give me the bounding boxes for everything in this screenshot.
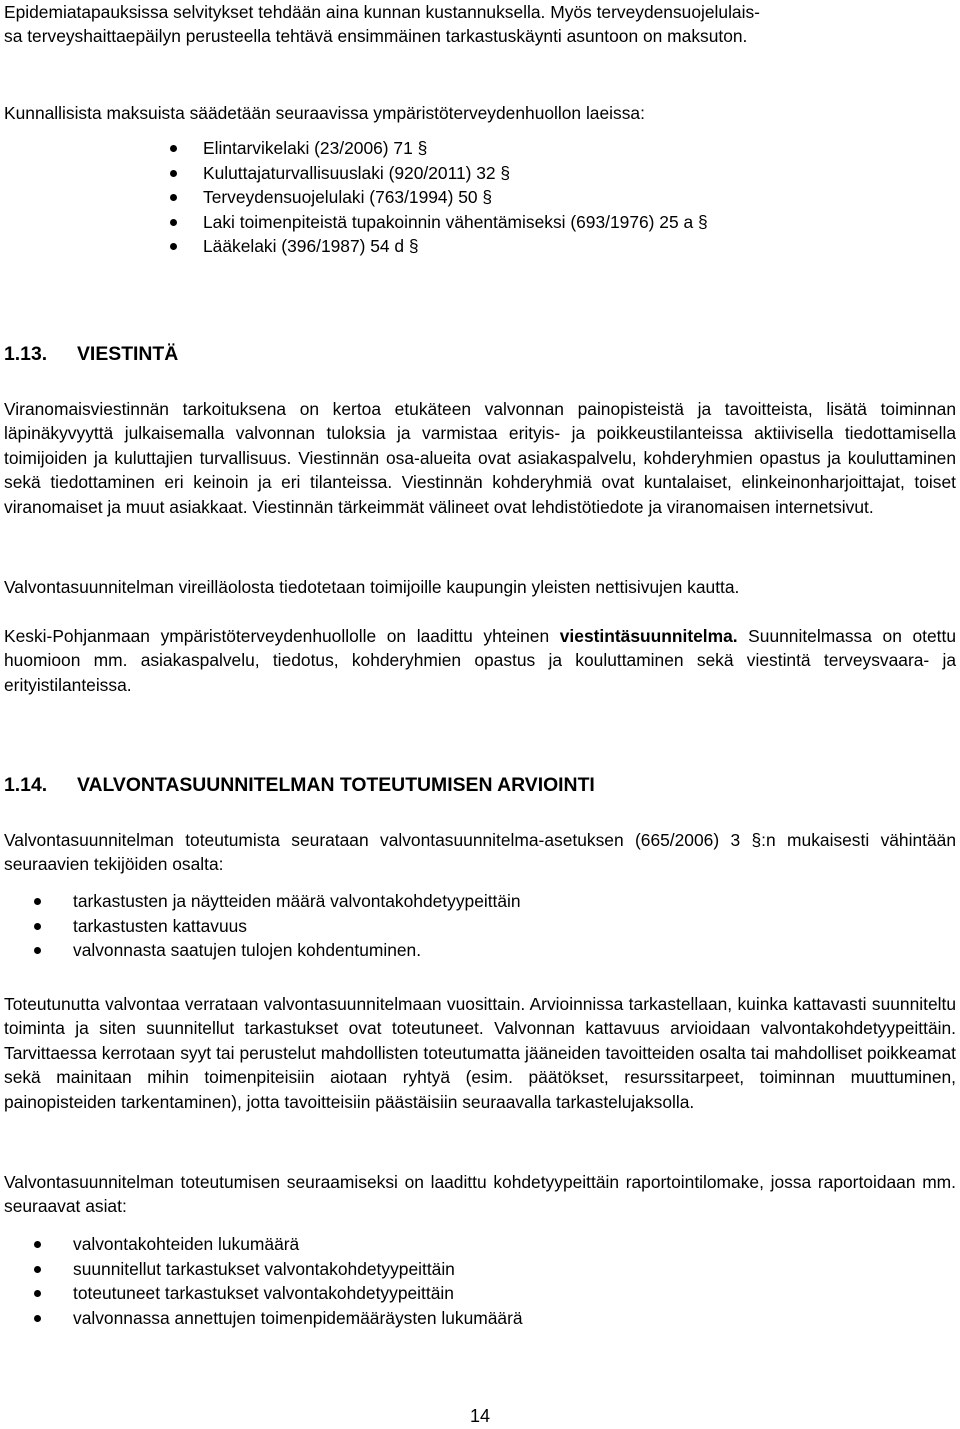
bullet-icon [170,145,177,152]
bullet-icon [170,170,177,177]
intro-line-1: Epidemiatapauksissa selvitykset tehdään aina kunnan kustannuksella. Myös terveydensuojelulais- [4,2,760,22]
bullet-icon [34,923,41,930]
fees-intro: Kunnallisista maksuista säädetään seuraavissa ympäristöterveydenhuollon laeissa: [4,103,645,123]
arviointi-paragraph-1: Valvontasuunnitelman toteutumista seurataan valvontasuunnitelma-asetuksen (665/2006) 3 §:n mukaisesti vähintään seuraavien tekijöiden osalta: [4,830,956,875]
bullet-icon [34,1241,41,1248]
list-item: suunnitellut tarkastukset valvontakohdetyypeittäin [4,1257,523,1282]
bullet-icon [34,1315,41,1322]
intro-line-2: sa terveyshaittaepäilyn perusteella tehtävä ensimmäinen tarkastuskäynti asuntoon on maksuton. [4,26,748,47]
list-item: Terveydensuojelulaki (763/1994) 50 § [164,185,708,210]
page-number: 14 [469,1406,491,1426]
list-item: valvonnasta saatujen tulojen kohdentuminen. [4,938,521,963]
list-item: tarkastusten ja näytteiden määrä valvontakohdetyypeittäin [4,889,521,914]
list-item: Elintarvikelaki (23/2006) 71 § [164,136,708,161]
list-item: valvontakohteiden lukumäärä [4,1232,523,1257]
bullet-icon [170,243,177,250]
bullet-icon [170,219,177,226]
bullet-icon [170,194,177,201]
bullet-icon [34,1266,41,1273]
arviointi-list-2 [4,1232,523,1330]
arviointi-paragraph-2: Toteutunutta valvontaa verrataan valvontasuunnitelmaan vuosittain. Arvioinnissa tarkastellaan, kuinka kattavasti suunniteltu toiminta ja siten suunnitellut tarkastukset ovat toteutuneet. Valvonnan kattavuus arvioidaan valvontakohdetyypeittäin. Tarvittaessa kerrotaan syyt tai perustelut mahdollisten toteutumatta jääneiden tavoitteiden osalta tai mahdolliset poikkeamat sekä mainitaan mihin toimenpiteisiin aiotaan ryhtyä (esim. päätökset, resurssitarpeet, toiminnan muuttuminen, painopisteiden tarkentaminen), jotta tavoitteisiin päästäisiin seuraavalla tarkastelujaksolla. [4,994,956,1112]
bullet-icon [34,1290,41,1297]
list-item: Laki toimenpiteistä tupakoinnin vähentämiseksi (693/1976) 25 a § [164,210,708,235]
list-item: Lääkelaki (396/1987) 54 d § [164,234,708,259]
section-heading-arviointi: 1.14. VALVONTASUUNNITELMAN TOTEUTUMISEN ARVIOINTI [4,774,595,796]
viestinta-paragraph-1: Viranomaisviestinnän tarkoituksena on kertoa etukäteen valvonnan painopisteistä ja tavoitteista, lisätä toiminnan läpinäkyvyyttä julkaisemalla valvonnan tuloksia ja varmistaa erityis- ja poikkeustilanteissa aktiivisella tiedottamisella toimijoiden ja kuluttajien turvallisuus. Viestinnän osa-alueita ovat asiakaspalvelu, kohderyhmien opastus ja kouluttaminen sekä tiedottaminen eri keinoin ja eri tilanteissa. Viestinnän kohderyhmiä ovat kuntalaiset, elinkeinonharjoittajat, toiset viranomaiset ja muut asiakkaat. Viestinnän tärkeimmät välineet ovat lehdistötiedote ja viranomaisen internetsivut. [4,399,956,517]
bullet-icon [34,898,41,905]
list-item: tarkastusten kattavuus [4,914,521,939]
list-item: valvonnassa annettujen toimenpidemääräysten lukumäärä [4,1306,523,1331]
arviointi-list-1 [4,889,521,963]
bullet-icon [34,947,41,954]
section-heading-viestinta: 1.13. VIESTINTÄ [4,343,179,365]
viestintasuunnitelma-emphasis: viestintäsuunnitelma. [559,626,738,646]
intro-paragraph [4,0,956,49]
laws-list [164,136,708,259]
arviointi-paragraph-3: Valvontasuunnitelman toteutumisen seuraamiseksi on laadittu kohdetyypeittäin raportointilomake, jossa raportoidaan mm. seuraavat asiat: [4,1172,956,1217]
viestinta-paragraph-3: Keski-Pohjanmaan ympäristöterveydenhuollolle on laadittu yhteinen viestintäsuunnitelma. Suunnitelmassa on otettu huomioon mm. asiakaspalvelu, tiedotus, kohderyhmien opastus ja kouluttaminen sekä viestintä terveysvaara- ja erityistilanteissa. [4,626,956,695]
list-item: toteutuneet tarkastukset valvontakohdetyypeittäin [4,1281,523,1306]
list-item: Kuluttajaturvallisuuslaki (920/2011) 32 § [164,161,708,186]
viestinta-paragraph-2: Valvontasuunnitelman vireilläolosta tiedotetaan toimijoille kaupungin yleisten nettisivujen kautta. [4,577,740,597]
